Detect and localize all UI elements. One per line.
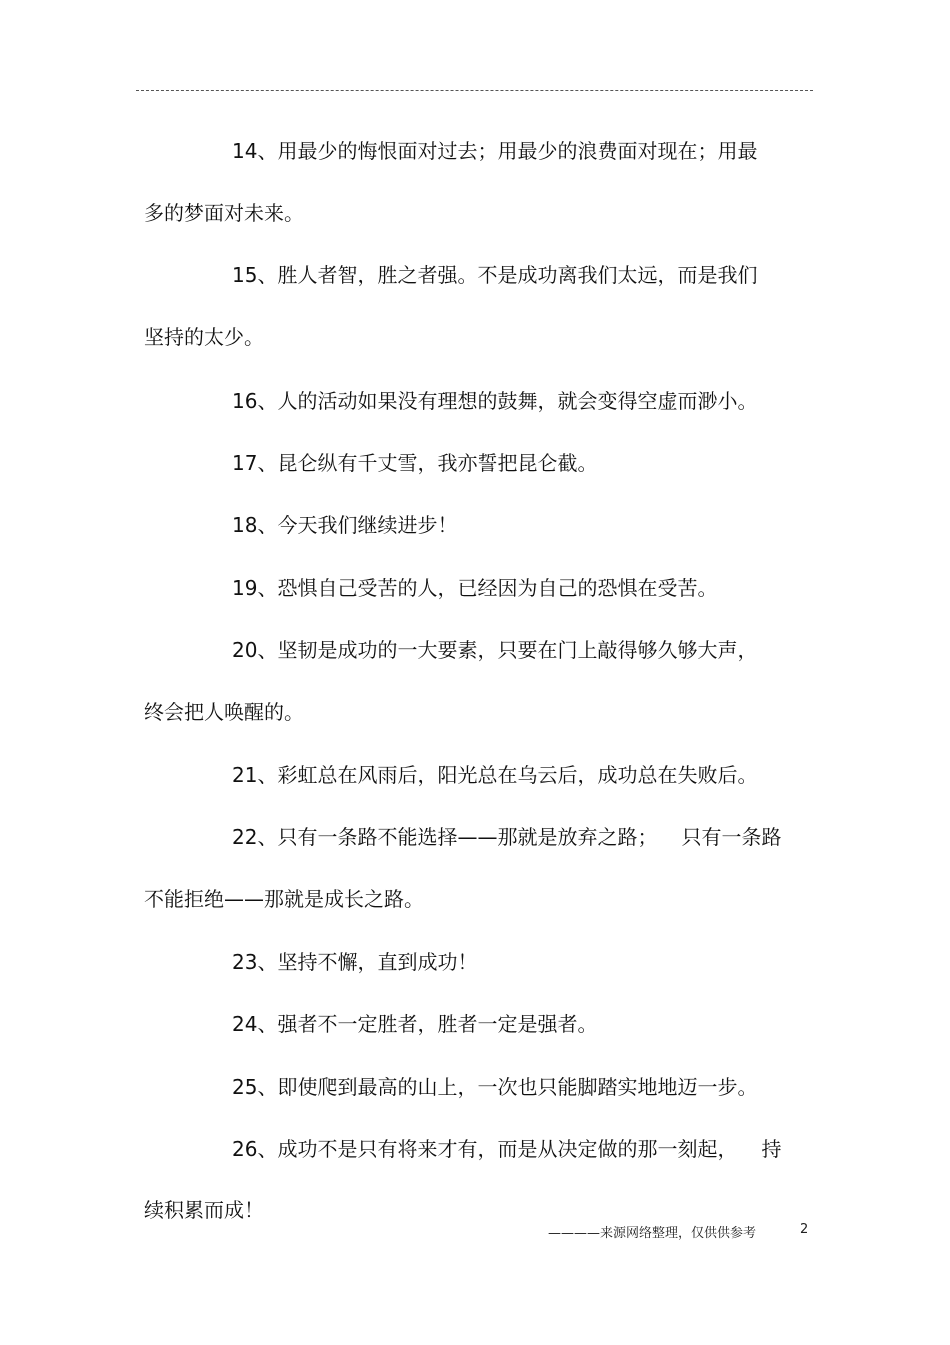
entry-22-part-2: 只有一条路 [681,825,782,849]
entry-20-line-1: 20、坚韧是成功的一大要素，只要在门上敲得够久够大声， [232,638,758,662]
entry-26-line-1 [232,1137,781,1161]
entry-19-line-1: 19、恐惧自己受苦的人，已经因为自己的恐惧在受苦。 [232,576,718,600]
entry-18-line-1: 18、今天我们继续进步！ [232,513,458,537]
entry-14-line-1: 14、用最少的悔恨面对过去；用最少的浪费面对现在；用最 [232,139,758,163]
entry-22-line-2: 不能拒绝——那就是成长之路。 [144,887,424,911]
entry-14-line-2: 多的梦面对未来。 [144,201,304,225]
entry-25-line-1: 25、即使爬到最高的山上，一次也只能脚踏实地地迈一步。 [232,1075,758,1099]
entry-21-line-1: 21、彩虹总在风雨后，阳光总在乌云后，成功总在失败后。 [232,763,758,787]
entry-17-line-1: 17、昆仑纵有千丈雪，我亦誓把昆仑截。 [232,451,598,475]
entry-26-line-2: 续积累而成！ [144,1198,264,1222]
entry-15-line-2: 坚持的太少。 [144,325,264,349]
entry-26-part-1: 26、成功不是只有将来才有，而是从决定做的那一刻起， [232,1137,738,1161]
entry-22-part-1: 22、只有一条路不能选择——那就是放弃之路； [232,825,658,849]
page-number: 2 [800,1222,809,1237]
entry-23-line-1: 23、坚持不懈，直到成功！ [232,950,478,974]
entry-26-part-2: 持 [761,1137,782,1161]
entry-20-line-2: 终会把人唤醒的。 [144,700,304,724]
header-dashed-rule [136,90,813,91]
entry-15-line-1: 15、胜人者智，胜之者强。不是成功离我们太远，而是我们 [232,263,758,287]
entry-24-line-1: 24、强者不一定胜者，胜者一定是强者。 [232,1012,598,1036]
entry-16-line-1: 16、人的活动如果没有理想的鼓舞，就会变得空虚而渺小。 [232,389,758,413]
footer-source-note: ————来源网络整理，仅供供参考 [548,1226,757,1241]
entry-22-line-1 [232,825,781,849]
